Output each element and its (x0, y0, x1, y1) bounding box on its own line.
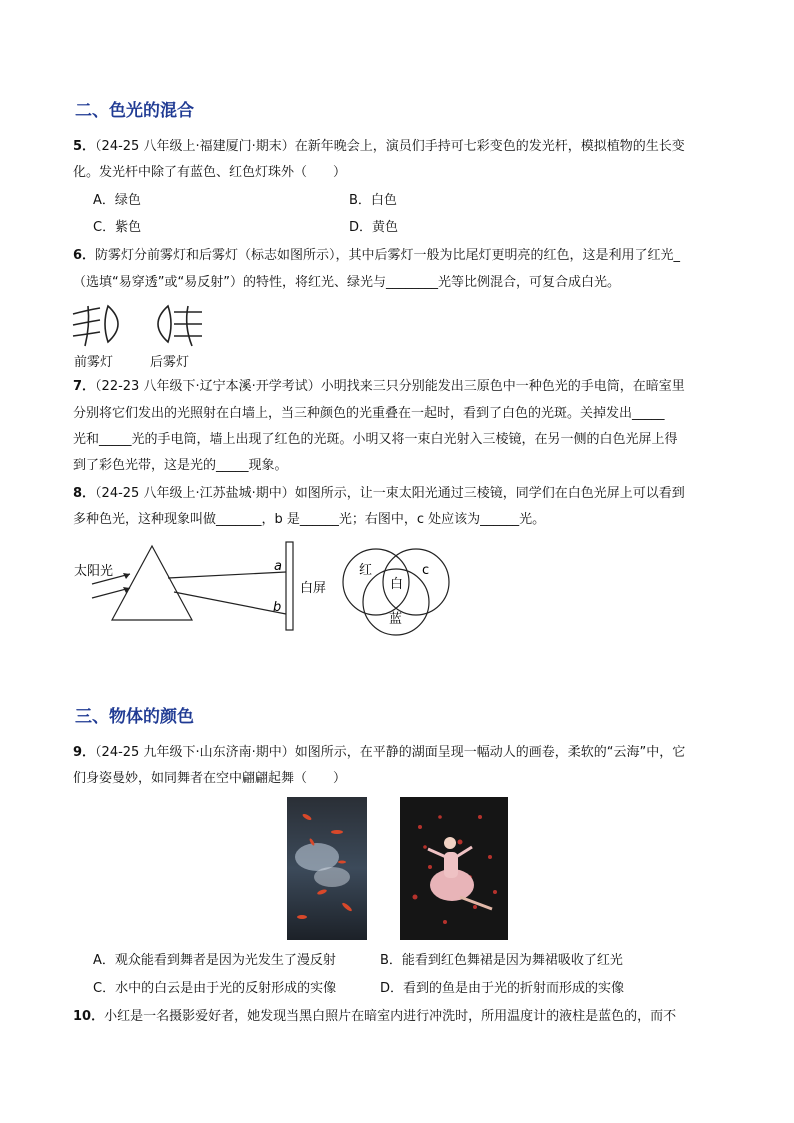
question-10-line1: 10．小红是一名摄影爱好者，她发现当黑白照片在暗室内进行冲洗时，所用温度计的液柱是蓝色的，而不 (73, 1009, 677, 1024)
question-5-line2: 化。发光杆中除了有蓝色、红色灯珠外（ ） (73, 165, 347, 180)
question-9-line1: 9．（24-25 九年级下·山东济南·期中）如图所示，在平静的湖面呈现一幅动人的画卷，柔软的“云海”中，它 (73, 745, 686, 760)
option-d: D．看到的鱼是由于光的折射而形成的实像 (380, 981, 625, 996)
venn-white-label: 白 (390, 577, 404, 592)
option-c: C．水中的白云是由于光的反射形成的实像 (93, 981, 337, 996)
question-5-line1: 5．（24-25 八年级上·福建厦门·期末）在新年晚会上，演员们手持可七彩变色的发光杆，模拟植物的生长变 (73, 139, 685, 154)
screen-label: 白屏 (300, 581, 327, 596)
question-7-line4: 到了彩色光带，这是光的_____现象。 (73, 458, 288, 473)
venn-red-label: 红 (359, 563, 373, 578)
koi-pond-photo (287, 797, 367, 940)
sunlight-label: 太阳光 (74, 564, 114, 579)
ray-a-label: a (274, 559, 282, 574)
front-fog-lamp-icon (73, 306, 118, 346)
question-7-line1: 7．（22-23 八年级下·辽宁本溪·开学考试）小明找来三只分别能发出三原色中一种色光的手电筒，在暗室里 (73, 379, 685, 394)
front-fog-label: 前雾灯 (74, 355, 114, 370)
option-a: A．观众能看到舞者是因为光发生了漫反射 (93, 953, 336, 968)
question-7-line2: 分别将它们发出的光照射在白墙上，当三种颜色的光重叠在一起时，看到了白色的光斑。关掉发出_____ (73, 406, 665, 421)
question-6-line1: 6．防雾灯分前雾灯和后雾灯（标志如图所示），其中后雾灯一般为比尾灯更明亮的红色，这是利用了红光_ (73, 248, 681, 263)
option-b: B．能看到红色舞裙是因为舞裙吸收了红光 (380, 953, 623, 968)
white-screen (286, 542, 293, 630)
venn-c-label: c (422, 563, 430, 578)
question-7-line3: 光和_____光的手电筒，墙上出现了红色的光斑。小明又将一束白光射入三棱镜，在另一侧的白色光屏上得 (73, 432, 678, 447)
rear-fog-label: 后雾灯 (150, 355, 190, 370)
section-title: 二、色光的混合 (75, 101, 194, 121)
option-c: C．紫色 (93, 220, 142, 235)
option-a: A．绿色 (93, 193, 141, 208)
fog-lamp-icons (70, 298, 210, 350)
question-9-line2: 们身姿曼妙，如同舞者在空中翩翩起舞（ ） (73, 771, 347, 786)
prism-figure (70, 538, 470, 638)
option-b: B．白色 (349, 193, 397, 208)
option-d: D．黄色 (349, 220, 399, 235)
question-6-line2: （选填“易穿透”或“易反射”）的特性，将红光、绿光与________光等比例混合，可复合成白光。 (73, 275, 620, 290)
question-8-line2: 多种色光，这种现象叫做_______，b 是______光；右图中，c 处应该为______光。 (73, 512, 546, 527)
venn-blue-label: 蓝 (389, 612, 403, 627)
prism-triangle (112, 546, 192, 620)
dancer-photo (400, 797, 508, 940)
rear-fog-lamp-icon (158, 306, 202, 346)
question-8-line1: 8．（24-25 八年级上·江苏盐城·期中）如图所示，让一束太阳光通过三棱镜，同学们在白色光屏上可以看到 (73, 486, 685, 501)
section-title: 三、物体的颜色 (75, 707, 194, 727)
ray-b-label: b (273, 600, 282, 615)
